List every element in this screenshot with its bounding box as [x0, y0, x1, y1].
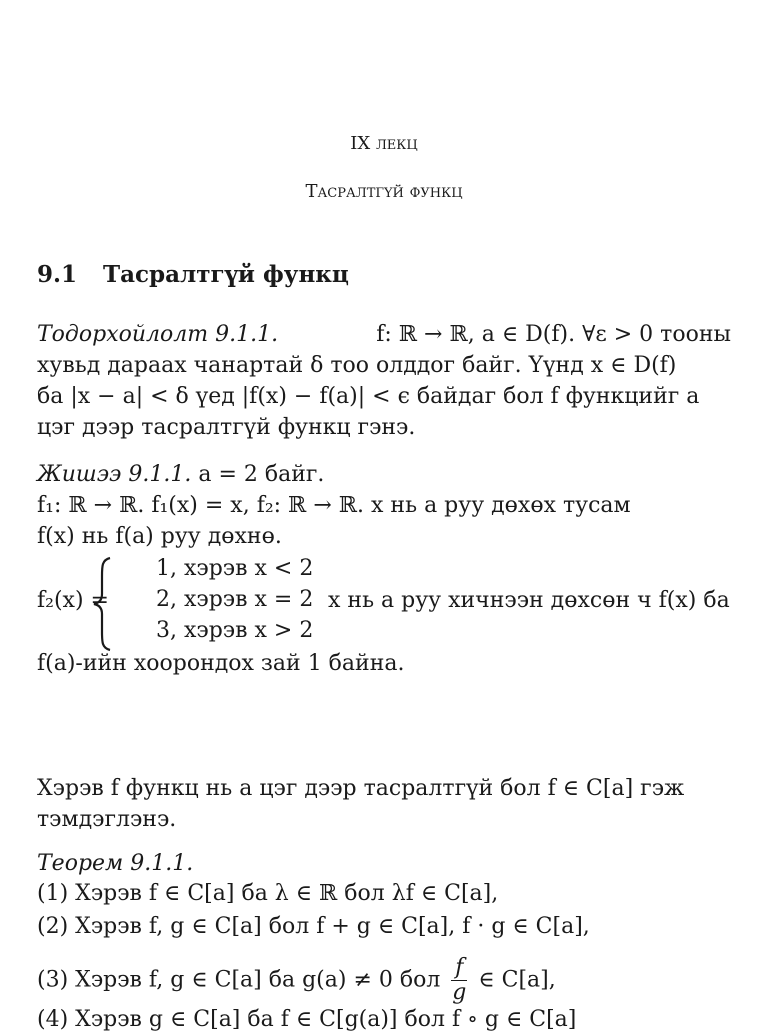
fraction-denominator: g [452, 980, 467, 1005]
theorem-label: Теорем 9.1.1. [37, 851, 194, 876]
lecture-number: IX лекц [350, 133, 418, 154]
section-heading [37, 259, 731, 290]
case-1: 1, хэрэв x < 2 [156, 556, 314, 581]
theorem-item-3-pre: (3) Хэрэв f, g ∈ C[a] ба g(a) ≠ 0 бол [37, 967, 441, 993]
left-brace-icon [90, 556, 114, 652]
theorem-item-4: (4) Хэрэв g ∈ C[a] ба f ∈ C[g(a)] бол f ∘ g ∈ C[a] [37, 1007, 577, 1032]
lecture-title: Тасралтгүй функц [305, 181, 463, 202]
fraction-f-over-g [451, 956, 467, 1005]
theorem-item-2: (2) Хэрэв f, g ∈ C[a] бол f + g ∈ C[a], f · g ∈ C[a], [37, 914, 590, 939]
example-intro: a = 2 байг. [198, 462, 325, 487]
notation-line-1: Хэрэв f функц нь a цэг дээр тасралтгүй бол f ∈ C[a] гэж [37, 776, 685, 801]
notation-line-2: тэмдэглэнэ. [37, 807, 177, 832]
definition-line-2: хувьд дараах чанартай δ тоо олддог байг. Үүнд x ∈ D(f) [37, 353, 677, 378]
definition-line-4: цэг дээр тасралтгүй функц гэнэ. [37, 415, 416, 440]
example-line-1: f₁: ℝ → ℝ. f₁(x) = x, f₂: ℝ → ℝ. x нь a руу дөхөх тусам [37, 493, 631, 518]
fraction-numerator: f [455, 955, 464, 980]
example-heading [37, 459, 731, 490]
definition-text-1: f: ℝ → ℝ, a ∈ D(f). ∀ε > 0 тооны [376, 322, 731, 347]
section-number: 9.1 [37, 261, 78, 288]
case-2: 2, хэрэв x = 2 [156, 587, 314, 612]
theorem-item-3 [37, 956, 731, 1005]
piecewise-lhs: f₂(x) = [37, 588, 109, 613]
example-label: Жишээ 9.1.1. [37, 462, 192, 487]
definition-label: Тодорхойлолт 9.1.1. [37, 322, 279, 347]
example-conclusion: f(a)-ийн хоорондох зай 1 байна. [37, 651, 405, 676]
definition-line-1 [37, 319, 731, 350]
piecewise-cases [156, 553, 313, 646]
theorem-item-1: (1) Хэрэв f ∈ C[a] ба λ ∈ ℝ бол λf ∈ C[a], [37, 881, 499, 906]
example-line-2: f(x) нь f(a) руу дөхнө. [37, 524, 282, 549]
definition-line-3: ба |x − a| < δ үед |f(x) − f(a)| < ϵ байдаг бол f функцийг a [37, 384, 700, 409]
piecewise-comment: x нь a руу хичнээн дөхсөн ч f(x) ба [328, 588, 730, 613]
theorem-item-3-post: ∈ C[a], [478, 967, 556, 993]
section-title: Тасралтгүй функц [103, 261, 349, 288]
case-3: 3, хэрэв x > 2 [156, 618, 314, 643]
